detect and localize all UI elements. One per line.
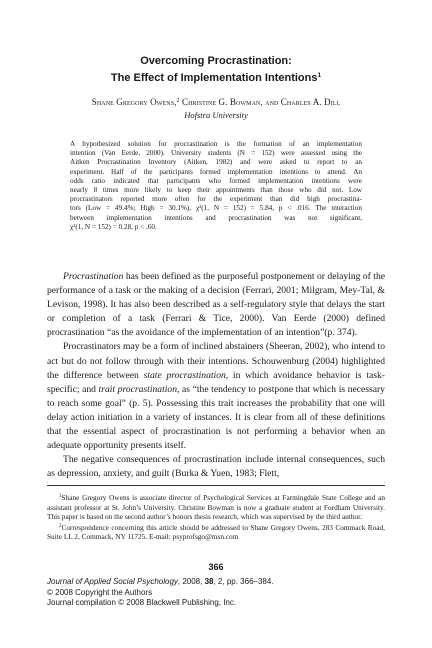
italic-term: state procrastination	[143, 369, 226, 381]
italic-term: trait procrastination	[98, 383, 178, 395]
abstract-line: odds ratio indicated that participants who formed implementation intentions were	[70, 176, 362, 185]
text-run: has been defined as the purposeful postponement or delaying of the performance of a task or the making of a decision (Ferrari, 2001; Milgram, Mey-Tal, & Levison, 1998). It has also been described as a self-regulatory style that delays the start or completion of a task (Ferrari & Tice, 2000). Van Eerde (2000) defined procrastination “as the avoidance of the implementation of an intention”(p. 374).	[47, 271, 385, 339]
author-2-3: Christine G. Bowman, and Charles A. Dill	[179, 97, 341, 107]
body-paragraph	[47, 340, 385, 453]
footnote-text: Correspondence concerning this article should be addressed to Shane Gregory Owens, 283 Commack Road, Suite LL 2, Commack, NY 11725. E-mail: psyprofsgo@msn.com	[47, 522, 385, 542]
text-run: , as “the tendency to postpone that which is necessary to reach some goal” (p. 5). Possessing this trait increases the probability that one will delay action initiation in a variety of instances. It is clear from all of these definitions that the essential aspect of procrastination is not performing a behavior when an adequate opportunity presents itself.	[47, 383, 385, 452]
abstract-line: experiment. Half of the participants formed implementation intentions to attend. An	[70, 167, 362, 176]
abstract-line: nearly 8 times more likely to keep their appointments than those who did not. Low	[70, 186, 362, 195]
citation-post: , 2, pp. 366–384.	[213, 577, 274, 586]
abstract-line: Aitken Procrastination Inventory (Aitken, 1982) and were asked to report to an	[70, 158, 362, 167]
footnote	[47, 492, 385, 522]
body-paragraph	[47, 453, 385, 481]
abstract-line: A hypothesized solution for procrastination is the formation of an implementation	[70, 140, 362, 148]
copyright-line: © 2008 Copyright the Authors	[47, 587, 153, 597]
body-text	[47, 270, 385, 481]
journal-name: Journal of Applied Social Psychology	[47, 577, 178, 586]
author-list	[0, 97, 432, 107]
footnotes	[47, 492, 385, 542]
text-run: Procrastinators may be a form of inclined abstainers (Sheeran, 2002), who intend to act but do not follow through with their intentions. Schouwenburg (2004) highlighted the difference between	[47, 341, 385, 381]
abstract-line: tors (Low = 49.4%; High = 30.1%), χ²(1, N = 152) = 5.84, p < .016. The interaction	[70, 204, 362, 213]
italic-term: Procrastination	[63, 271, 124, 282]
citation-volume: 38	[204, 577, 214, 586]
abstract	[70, 140, 362, 232]
citation-line	[47, 577, 387, 588]
title-line-2	[40, 69, 392, 86]
text-run: , in which avoidance behavior is task-specific; and	[47, 369, 385, 395]
article-title	[40, 55, 392, 85]
abstract-line: intention (Van Eerde, 2000). University students (N = 152) were assessed using the	[70, 149, 362, 158]
page-number: 366	[208, 562, 224, 572]
footnote-rule	[47, 485, 385, 486]
footnote	[47, 522, 385, 542]
footnote-text: Shane Gregory Owens is associate director of Psychological Services at Farmingdale State College and an assistant professor at St. John’s University. Christine Bowman is now a graduate student at Fordham University. This paper is based on the second author’s honors thesis research, which was supervised by the third author.	[47, 493, 385, 522]
title-footnote-mark: 1	[317, 71, 322, 79]
title-line-1: Overcoming Procrastination:	[140, 55, 292, 67]
author-1-footnote-mark: 2	[176, 98, 180, 104]
citation-pre: , 2008,	[177, 577, 205, 586]
compilation-line: Journal compilation © 2008 Blackwell Publishing, Inc.	[47, 598, 237, 607]
author-1: Shane Gregory Owens,	[91, 97, 177, 107]
body-paragraph	[47, 270, 385, 340]
footnote-mark: 1	[59, 494, 62, 499]
citation-block	[47, 577, 387, 609]
affiliation: Hofstra University	[184, 110, 248, 120]
text-run: The negative consequences of procrastination include internal consequences, such as depression, anxiety, and guilt (Burka & Yuen, 1983; Flett,	[47, 454, 385, 480]
footnote-mark: 2	[59, 523, 62, 529]
abstract-line: procrastinators reported more often for the experiment than did high procrastina-	[70, 195, 362, 204]
abstract-line: χ²(1, N = 152) = 0.28, p < .60.	[70, 222, 157, 231]
title-line-2-text: The Effect of Implementation Intentions	[110, 71, 318, 84]
abstract-line: between implementation intentions and procrastination was not significant,	[70, 213, 362, 222]
